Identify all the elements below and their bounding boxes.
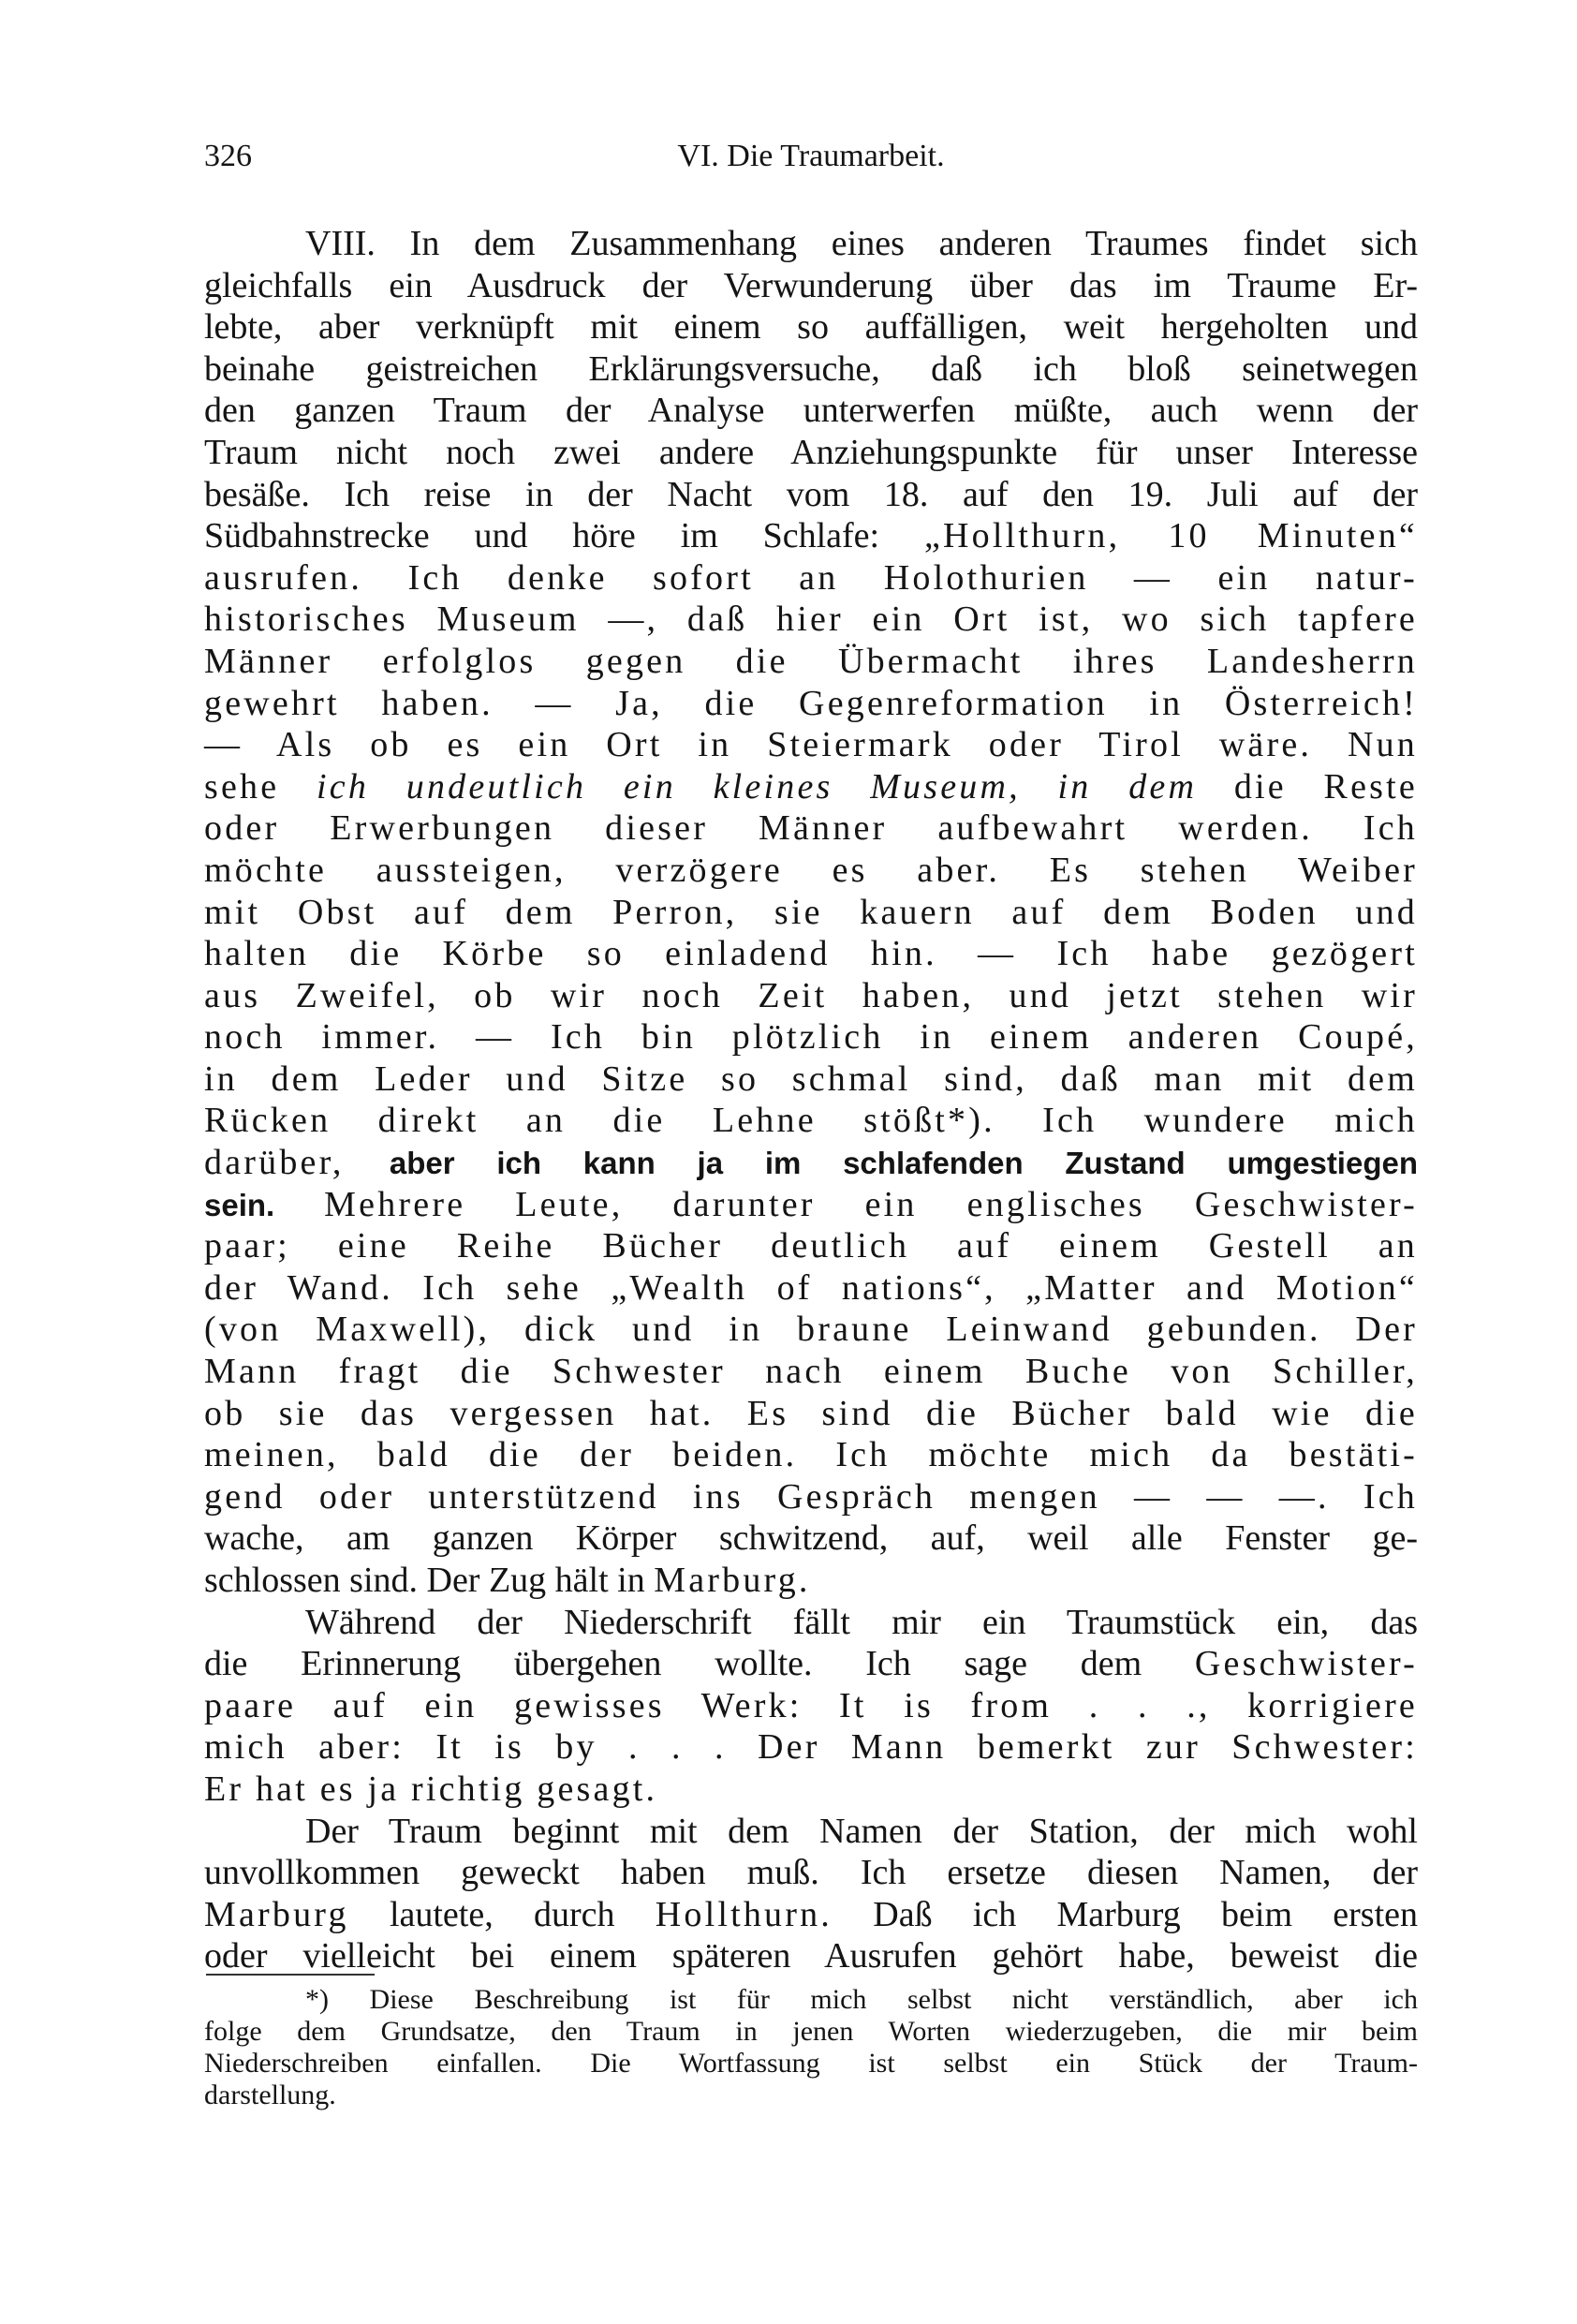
text-segment: die Reste (1197, 766, 1418, 807)
spaced-text-segment: „Hollthurn, 10 Minuten“ (923, 516, 1418, 556)
spaced-text-line: paare auf ein gewisses Werk: It is from . . ., korrigiere (204, 1685, 1418, 1725)
spaced-text-segment: Marburg. (654, 1561, 811, 1600)
footnote-line: darstellung. (204, 2080, 336, 2110)
main-text (204, 223, 1418, 1977)
text-segment: Daß ich Marburg beim ersten (833, 1894, 1418, 1934)
text-line: den ganzen Traum der Analyse unterwerfen müßte, auch wenn der (204, 391, 1418, 431)
spaced-text-line: mich aber: It is by . . . Der Mann bemerkt zur Schwester: (204, 1727, 1418, 1768)
text-segment: sehe (204, 766, 317, 807)
spaced-text-line: Mann fragt die Schwester nach einem Buche von Schiller, (204, 1352, 1418, 1392)
spaced-text-line: paar; eine Reihe Bücher deutlich auf einem Gestell an (204, 1226, 1418, 1266)
text-line: Traum nicht noch zwei andere Anziehungspunkte für unser Interesse (204, 432, 1418, 472)
spaced-text-line: oder Erwerbungen dieser Männer aufbewahrt werden. Ich (204, 808, 1418, 849)
spaced-text-line: historisches Museum —, daß hier ein Ort ist, wo sich tapfere (204, 600, 1418, 640)
spaced-text-line: aus Zweifel, ob wir noch Zeit haben, und jetzt stehen wir (204, 975, 1418, 1015)
text-line (204, 1894, 1418, 1936)
text-line: unvollkommen geweckt haben muß. Ich ersetze diesen Namen, der (204, 1853, 1418, 1893)
footnote-line: *) Diese Beschreibung ist für mich selbst nicht verständlich, aber ich (305, 1984, 1418, 2015)
spaced-text-line: Rücken direkt an die Lehne stößt*). Ich wundere mich (204, 1101, 1418, 1141)
text-line: lebte, aber verknüpft mit einem so auffälligen, weit hergeholten und (204, 307, 1418, 348)
spaced-text-line: gend oder unterstützend ins Gespräch mengen — — —. Ich (204, 1476, 1418, 1517)
text-line: beinahe geistreichen Erklärungsversuche, daß ich bloß seinetwegen (204, 348, 1418, 389)
spaced-text-line: ausrufen. Ich denke sofort an Holothurien — ein natur- (204, 557, 1418, 598)
footnote-line: folge dem Grundsatze, den Traum in jenen Worten wiederzugeben, die mir beim (204, 2016, 1418, 2047)
text-line: VIII. In dem Zusammenhang eines anderen Traumes findet sich (305, 224, 1418, 263)
spaced-text-line: mit Obst auf dem Perron, sie kauern auf dem Boden und (204, 892, 1418, 932)
text-line: oder vielleicht bei einem späteren Ausrufen gehört habe, beweist die (204, 1936, 1418, 1976)
text-line (204, 515, 1418, 557)
spaced-text-line (204, 766, 1418, 808)
running-title: VI. Die Traumarbeit. (677, 139, 945, 173)
italic-text-segment: ich undeutlich ein kleines Museum, in dem (317, 766, 1198, 807)
bold-text-segment: aber ich kann ja im schlafenden Zustand umgestiegen (389, 1146, 1418, 1181)
text-line: gleichfalls ein Ausdruck der Verwunderung über das im Traume Er- (204, 265, 1418, 305)
spaced-text-line: — Als ob es ein Ort in Steiermark oder Tirol wäre. Nun (204, 725, 1418, 765)
spaced-text-line: halten die Körbe so einladend hin. — Ich habe gezögert (204, 934, 1418, 974)
text-line: Während der Niederschrift fällt mir ein Traumstück ein, das (305, 1602, 1418, 1642)
spaced-text-line: noch immer. — Ich bin plötzlich in einem anderen Coupé, (204, 1017, 1418, 1058)
text-segment: Südbahnstrecke und höre im Schlafe: (204, 516, 924, 556)
footnote-line: Niederschreiben einfallen. Die Wortfassung ist selbst ein Stück der Traum- (204, 2048, 1418, 2079)
spaced-text-line: gewehrt haben. — Ja, die Gegenreformation in Österreich! (204, 683, 1418, 723)
text-line (204, 1142, 1418, 1184)
footnote-rule (206, 1974, 375, 1976)
text-line (204, 1184, 1418, 1226)
text-segment: schlossen sind. Der Zug hält in (204, 1561, 655, 1600)
spaced-text-segment: Marburg (204, 1894, 349, 1934)
page-header (204, 139, 1418, 195)
spaced-text-segment: Mehrere Leute, darunter ein englisches Geschwister- (274, 1184, 1418, 1224)
page-number: 326 (204, 139, 252, 173)
spaced-text-line: ob sie das vergessen hat. Es sind die Bücher bald wie die (204, 1393, 1418, 1433)
spaced-text-segment: Hollthurn. (655, 1894, 833, 1934)
text-line: wache, am ganzen Körper schwitzend, auf, weil alle Fenster ge- (204, 1518, 1418, 1559)
text-segment: die Erinnerung übergehen wollte. Ich sage dem (204, 1644, 1195, 1684)
text-line: Der Traum beginnt mit dem Namen der Station, der mich wohl (305, 1811, 1418, 1851)
spaced-text-line: der Wand. Ich sehe „Wealth of nations“, „Matter and Motion“ (204, 1267, 1418, 1308)
spaced-text-line: möchte aussteigen, verzögere es aber. Es stehen Weiber (204, 850, 1418, 890)
spaced-text-line: (von Maxwell), dick und in braune Leinwand gebunden. Der (204, 1310, 1418, 1350)
footnote (204, 1984, 1418, 2111)
spaced-text-line: in dem Leder und Sitze so schmal sind, daß man mit dem (204, 1058, 1418, 1099)
spaced-text-line: meinen, bald die der beiden. Ich möchte mich da bestäti- (204, 1435, 1418, 1475)
text-line: besäße. Ich reise in der Nacht vom 18. auf den 19. Juli auf der (204, 474, 1418, 514)
text-line (204, 1560, 1418, 1602)
spaced-text-line: Männer erfolglos gegen die Übermacht ihres Landesherrn (204, 641, 1418, 681)
spaced-text-segment: Geschwister- (1194, 1644, 1418, 1684)
spaced-text-line: Er hat es ja richtig gesagt. (204, 1769, 658, 1809)
text-line (204, 1643, 1418, 1685)
bold-text-segment: sein. (204, 1187, 275, 1222)
spaced-text-segment: darüber, (204, 1143, 390, 1183)
text-segment: lautete, durch (348, 1894, 656, 1934)
